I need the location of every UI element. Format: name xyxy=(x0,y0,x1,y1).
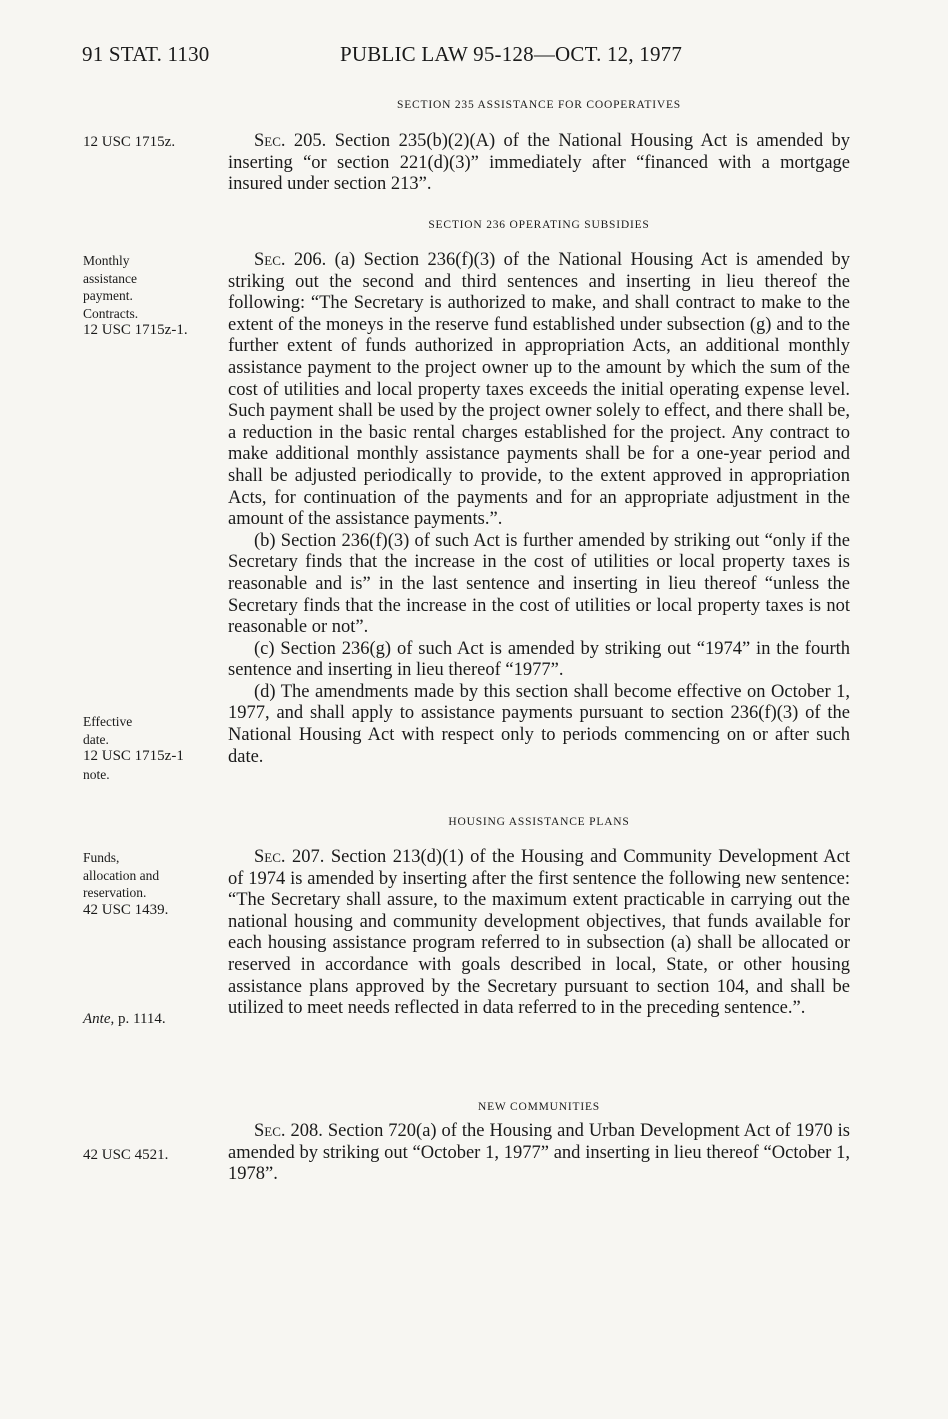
margin-note-monthly-assistance: Monthly assistance payment. Contracts. 12 USC 1715z-1. xyxy=(83,253,188,338)
margin-note-ante: Ante, p. 1114. xyxy=(83,1011,166,1027)
section-206-para-b: (b) Section 236(f)(3) of such Act is further amended by striking out “only if the Secretary finds that the increase in the cost of utilities or local property taxes is reasonable and is” in the last sentence and inserting in lieu thereof “unless the Secretary finds that the increase in the cost of utilities or local property taxes is not reasonable or not”. xyxy=(228,530,850,638)
section-208-text: Sec. 208. Section 720(a) of the Housing and Urban Development Act of 1970 is amended by striking out “October 1, 1977” and inserting in lieu thereof “October 1, 1978”. xyxy=(228,1121,850,1185)
section-heading-236: SECTION 236 OPERATING SUBSIDIES xyxy=(428,219,650,231)
section-206-para-a: Sec. 206. (a) Section 236(f)(3) of the National Housing Act is amended by striking out the second and third sentences and inserting in lieu thereof the following: “The Secretary is authorized to make, and shall contract to make to the extent of the moneys in the reserve fund established under subsection (g) and to the further extent of funds authorized in appropriation Acts, an additional monthly assistance payment to the project owner up to the amount by which the sum of the cost of utilities and local property taxes exceeds the initial operating expense level. Such payment shall be used by the project owner solely to effect, and there shall be, a reduction in the basic rental charges established for the project. Any contract to make additional monthly assistance payments shall be for a one-year period and shall be adjusted periodically to provide, to the extent approved in appropriation Acts, for continuation of the payments and for an appropriate adjustment in the amount of the assistance payments.”. xyxy=(228,250,850,530)
margin-note-12usc1715z: 12 USC 1715z. xyxy=(83,134,176,150)
margin-note-effective-date: Effective date. 12 USC 1715z-1 note. xyxy=(83,714,184,782)
section-heading-235: SECTION 235 ASSISTANCE FOR COOPERATIVES xyxy=(397,99,681,111)
section-heading-new-communities: NEW COMMUNITIES xyxy=(478,1101,600,1113)
section-206-para-d: (d) The amendments made by this section shall become effective on October 1, 1977, and shall apply to assistance payments pursuant to section 236(f)(3) of the National Housing Act with respect only to periods commencing on or after such date. xyxy=(228,681,850,767)
margin-note-42usc4521: 42 USC 4521. xyxy=(83,1147,169,1163)
section-207-text: Sec. 207. Section 213(d)(1) of the Housing and Community Development Act of 1974 is amended by inserting after the first sentence the following new sentence: “The Secretary shall assure, to the maximum extent practicable in carrying out the national housing and community development objectives, that funds available for each housing assistance program referred to in subsection (a) shall be allocated or reserved in accordance with goals described in local, State, or other housing assistance plans approved by the Secretary pursuant to section 104, and shall be utilized to meet needs reflected in data referred to in the preceding sentence.”. xyxy=(228,847,850,1019)
sec-label: Sec. xyxy=(254,847,286,867)
section-206-para-c: (c) Section 236(g) of such Act is amended by striking out “1974” in the fourth sentence and inserting in lieu thereof “1977”. xyxy=(228,638,850,681)
sec-label: Sec. xyxy=(254,131,286,151)
sec-label: Sec. xyxy=(254,250,286,270)
section-208 xyxy=(228,1121,850,1186)
section-207 xyxy=(228,847,850,1020)
margin-note-funds-allocation: Funds, allocation and reservation. 42 USC 1439. xyxy=(83,850,169,918)
section-heading-housing-plans: HOUSING ASSISTANCE PLANS xyxy=(448,816,630,828)
public-law-title: PUBLIC LAW 95-128—OCT. 12, 1977 xyxy=(340,42,683,66)
section-205-text: Sec. 205. Section 235(b)(2)(A) of the National Housing Act is amended by inserting “or section 221(d)(3)” immediately after “financed with a mortgage insured under section 213”. xyxy=(228,131,850,195)
section-206 xyxy=(228,250,850,768)
section-205 xyxy=(228,131,850,196)
page-citation: 91 STAT. 1130 xyxy=(82,42,210,66)
page-header xyxy=(82,42,858,72)
sec-label: Sec. xyxy=(254,1121,286,1141)
